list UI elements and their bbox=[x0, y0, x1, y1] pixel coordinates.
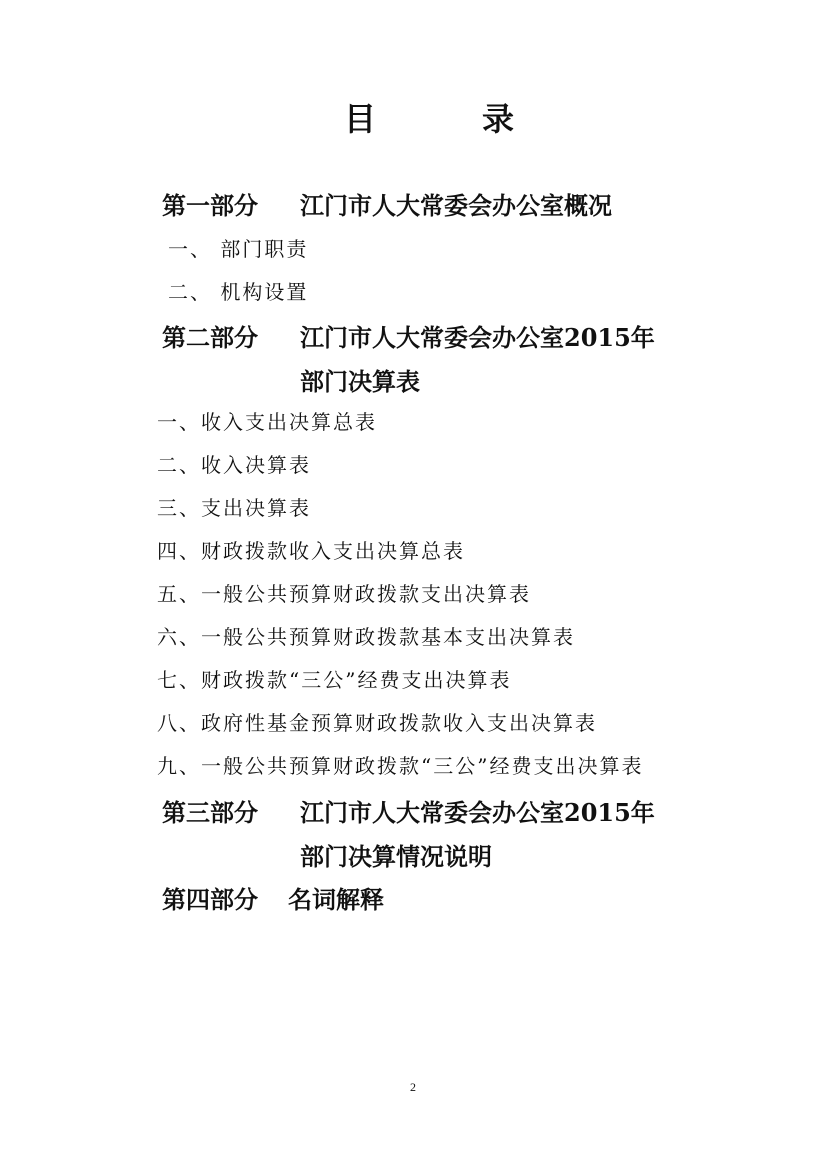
toc-title-char-2: 录 bbox=[482, 100, 515, 138]
part-3-label: 第三部分 bbox=[162, 798, 258, 827]
toc-title-char-1: 目 bbox=[344, 100, 377, 138]
part-3-title-line-2: 部门决算情况说明 bbox=[300, 842, 492, 871]
part-1-title: 江门市人大常委会办公室概况 bbox=[300, 191, 612, 220]
part-2-item-1: 一、收入支出决算总表 bbox=[157, 410, 377, 434]
part-2-item-5: 五、一般公共预算财政拨款支出决算表 bbox=[157, 582, 531, 606]
part-4-title: 名词解释 bbox=[288, 885, 384, 914]
part-1-item-2: 二、 机构设置 bbox=[168, 280, 309, 304]
part-4-label: 第四部分 bbox=[162, 885, 258, 914]
part-2-label: 第二部分 bbox=[162, 323, 258, 352]
part-1-label: 第一部分 bbox=[162, 191, 258, 220]
part-2-item-7: 七、财政拨款“三公”经费支出决算表 bbox=[157, 668, 512, 692]
part-2-item-4: 四、财政拨款收入支出决算总表 bbox=[157, 539, 465, 563]
part-2-item-8: 八、政府性基金预算财政拨款收入支出决算表 bbox=[157, 711, 597, 735]
part-2-item-3: 三、支出决算表 bbox=[157, 496, 311, 520]
part-2-item-6: 六、一般公共预算财政拨款基本支出决算表 bbox=[157, 625, 575, 649]
part-2-title-line-1: 江门市人大常委会办公室2015年 bbox=[300, 323, 655, 352]
part-2-item-9: 九、一般公共预算财政拨款“三公”经费支出决算表 bbox=[157, 754, 644, 778]
part-2-title-line-2: 部门决算表 bbox=[300, 367, 420, 396]
part-1-item-1: 一、 部门职责 bbox=[168, 237, 309, 261]
page-number: 2 bbox=[410, 1080, 416, 1094]
part-3-title-line-1: 江门市人大常委会办公室2015年 bbox=[300, 798, 655, 827]
part-2-item-2: 二、收入决算表 bbox=[157, 453, 311, 477]
